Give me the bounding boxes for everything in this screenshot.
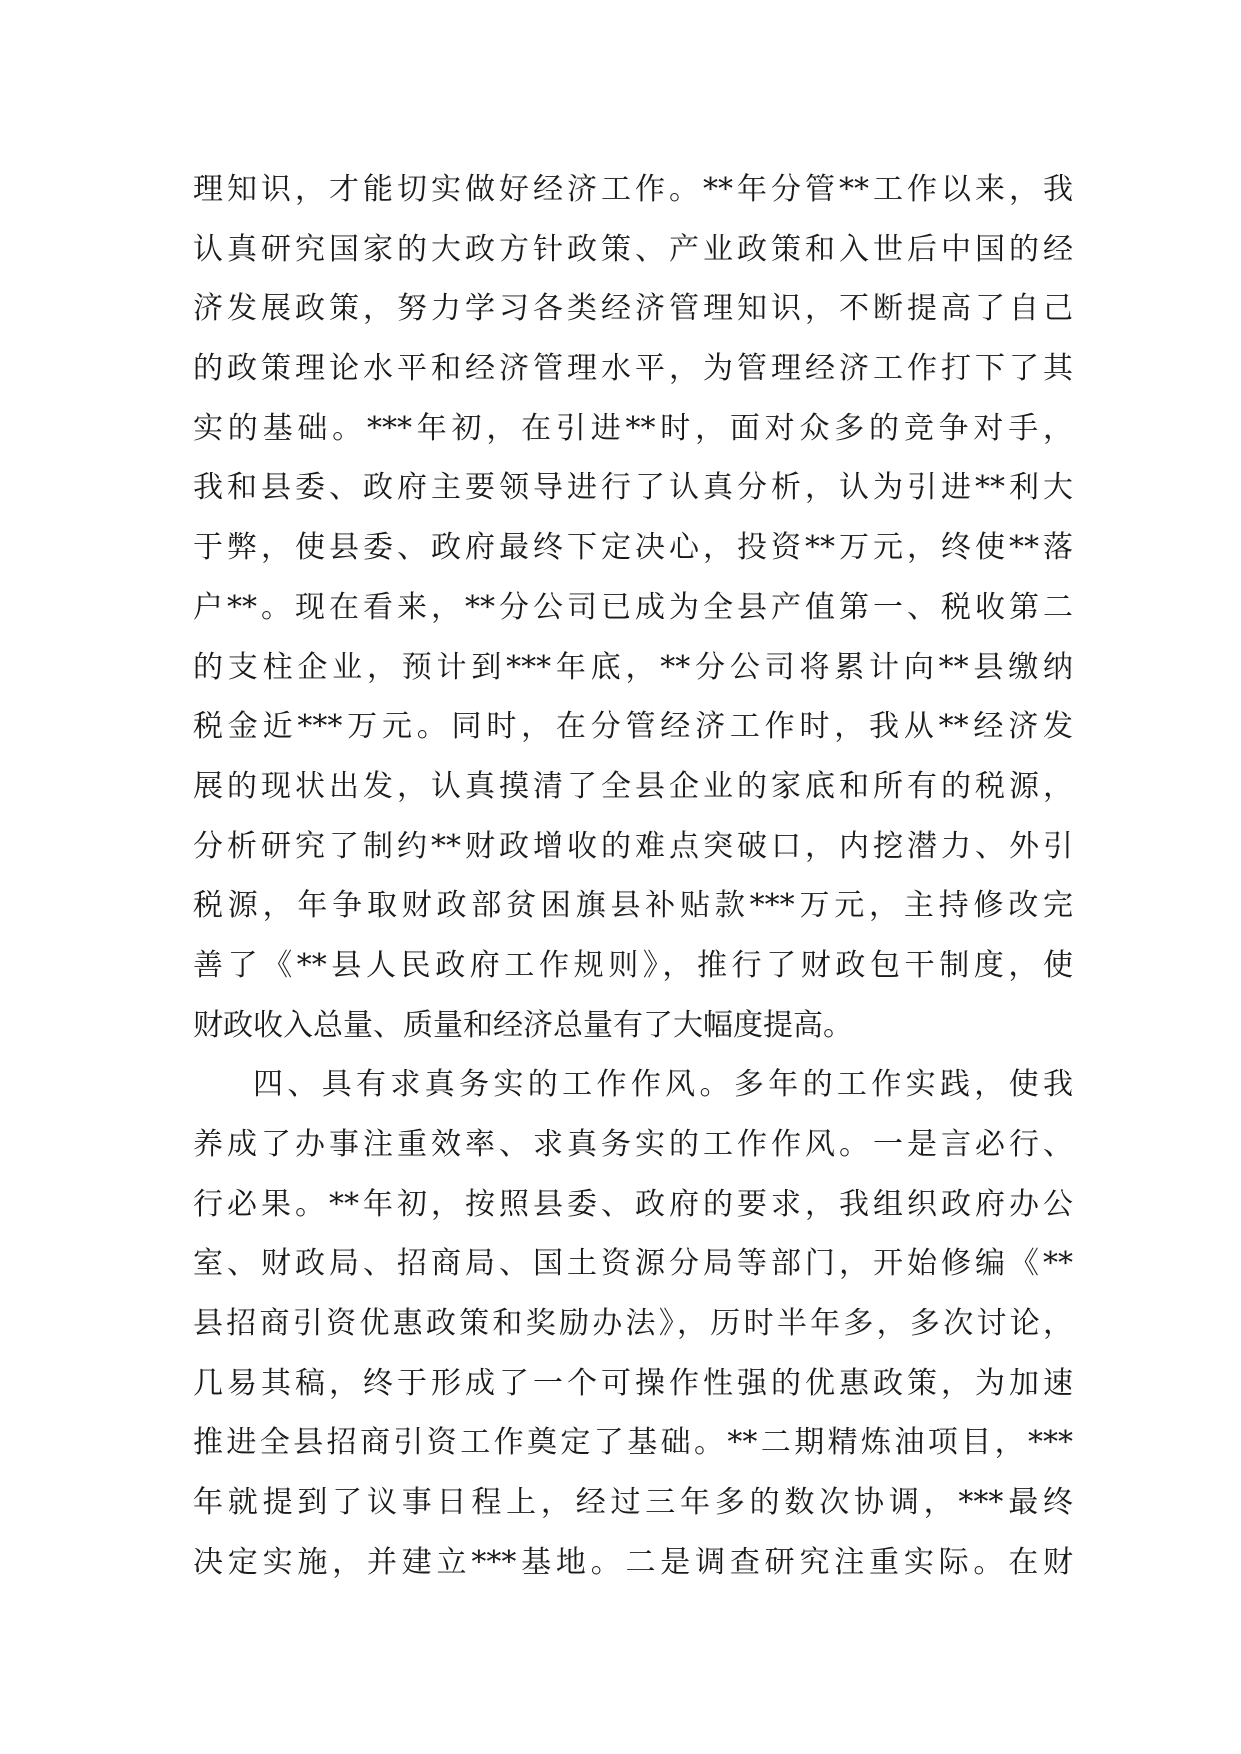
- text-line: 分析研究了制约**财政增收的难点突破口，内挖潜力、外引: [193, 828, 1073, 864]
- text-line: 于弊，使县委、政府最终下定决心，投资**万元，终使**落: [193, 530, 1073, 566]
- text-line: 认真研究国家的大政方针政策、产业政策和入世后中国的经: [193, 231, 1073, 267]
- text-line: 税源，年争取财政部贫困旗县补贴款***万元，主持修改完: [193, 888, 1073, 924]
- text-line: 养成了办事注重效率、求真务实的工作作风。一是言必行、: [193, 1127, 1073, 1162]
- text-line: 济发展政策，努力学习各类经济管理知识，不断提高了自己: [193, 291, 1073, 327]
- text-line: 善了《**县人民政府工作规则》，推行了财政包干制度，使: [193, 947, 1073, 983]
- text-line: 户**。现在看来，**分公司已成为全县产值第一、税收第二: [193, 589, 1073, 625]
- text-line: 推进全县招商引资工作奠定了基础。**二期精炼油项目，***: [193, 1425, 1073, 1461]
- text-line: 的政策理论水平和经济管理水平，为管理经济工作打下了其: [193, 351, 1073, 387]
- text-line: 实的基础。***年初，在引进**时，面对众多的竞争对手，: [193, 410, 1073, 446]
- text-line: 我和县委、政府主要领导进行了认真分析，认为引进**利大: [193, 470, 1073, 506]
- text-line: 行必果。**年初，按照县委、政府的要求，我组织政府办公: [193, 1186, 1073, 1222]
- text-line: 室、财政局、招商局、国土资源分局等部门，开始修编《**: [193, 1246, 1073, 1282]
- paragraph-end-line: 财政收入总量、质量和经济总量有了大幅度提高。: [193, 1007, 853, 1043]
- text-line: 年就提到了议事日程上，经过三年多的数次协调，***最终: [193, 1485, 1073, 1521]
- text-line: 税金近***万元。同时，在分管经济工作时，我从**经济发: [193, 709, 1073, 745]
- text-line: 理知识，才能切实做好经济工作。**年分管**工作以来，我: [193, 172, 1073, 207]
- text-line: 几易其稿，终于形成了一个可操作性强的优惠政策，为加速: [193, 1365, 1073, 1401]
- text-line: 展的现状出发，认真摸清了全县企业的家底和所有的税源，: [193, 768, 1073, 804]
- text-line: 县招商引资优惠政策和奖励办法》，历时半年多，多次讨论，: [193, 1306, 1073, 1342]
- body-text: [193, 160, 1073, 1593]
- text-line: 的支柱企业，预计到***年底，**分公司将累计向**县缴纳: [193, 649, 1073, 685]
- section-heading-line: 四、具有求真务实的工作作风。多年的工作实践，使我: [253, 1067, 1073, 1103]
- text-line: 决定实施，并建立***基地。二是调查研究注重实际。在财: [193, 1544, 1073, 1580]
